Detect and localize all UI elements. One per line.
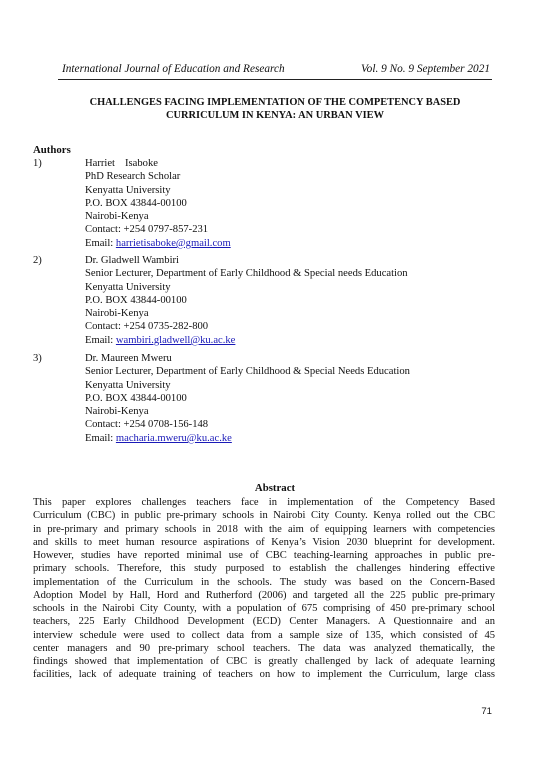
email-link[interactable]: harrietisaboke@gmail.com xyxy=(115,237,231,249)
abstract-line: implementation of the Curriculum in the schools. The study was based on the Concern-Based xyxy=(33,576,495,588)
abstract-line: and skills to meet human resource aspirations of Kenya’s Vision 2030 blueprint for development. xyxy=(33,536,495,548)
authors-heading: Authors xyxy=(33,144,71,156)
abstract-line: center managers and 90 pre-primary school teachers. The data was analyzed thematically, the xyxy=(33,642,495,654)
title-line-2: CURRICULUM IN KENYA: AN URBAN VIEW xyxy=(166,110,384,121)
author-line: Kenyatta University xyxy=(85,184,171,196)
author-line: Nairobi-Kenya xyxy=(85,406,149,418)
abstract-line: However, studies have reported minimal use of CBC teaching-learning approaches in public pre- xyxy=(33,550,495,561)
paper-title xyxy=(40,96,510,122)
author-name: Dr. Maureen Mweru xyxy=(85,353,172,364)
author-number: 2) xyxy=(33,255,42,266)
abstract-line: facilities, lack of adequate training of teachers on how to implement the Curriculum, large class xyxy=(33,669,495,681)
email-link[interactable]: macharia.mweru@ku.ac.ke xyxy=(115,432,232,444)
abstract-body xyxy=(33,496,495,682)
author-email-line: Email: harrietisaboke@gmail.com xyxy=(85,237,231,249)
author-line: PhD Research Scholar xyxy=(85,171,181,183)
author-line: Contact: +254 0797-857-231 xyxy=(85,224,209,236)
author-line: P.O. BOX 43844-00100 xyxy=(85,392,187,404)
email-link[interactable]: wambiri.gladwell@ku.ac.ke xyxy=(115,334,236,346)
abstract-line: in pre-primary and primary schools in 2018 with the aim of equipping learners with competencies xyxy=(33,523,495,535)
abstract-line: Adoption Model by Hall, Hord and Rutherford (2006) and targeted all the 225 public pre-primary xyxy=(33,589,495,601)
author-line: Contact: +254 0735-282-800 xyxy=(85,321,209,333)
author-line: Kenyatta University xyxy=(85,379,171,391)
abstract-line: This paper explores challenges teachers face in implementation of the Competency Based xyxy=(33,497,495,508)
author-line: P.O. BOX 43844-00100 xyxy=(85,197,187,209)
author-line: Nairobi-Kenya xyxy=(85,211,149,223)
abstract-line: interview schedule were used to collect data from a sample size of 135, which consisted of 45 xyxy=(33,629,495,641)
author-email-line: Email: wambiri.gladwell@ku.ac.ke xyxy=(85,334,236,346)
page-number: 71 xyxy=(481,706,492,717)
author-email-line: Email: macharia.mweru@ku.ac.ke xyxy=(85,432,232,444)
header-rule xyxy=(58,79,492,80)
author-line: Senior Lecturer, Department of Early Childhood & Special Needs Education xyxy=(85,366,410,378)
abstract-line: primary schools. Therefore, this study purposed to establish the challenges hindering effective xyxy=(33,563,495,575)
abstract-line: schools in the Nairobi City County, with a population of 675 comprising of 450 pre-primary school xyxy=(33,603,495,614)
abstract-line: Curriculum (CBC) in public pre-primary schools in Nairobi City County. Kenya rolled out the CBC xyxy=(33,510,495,522)
abstract-heading: Abstract xyxy=(254,482,296,494)
author-name: Dr. Gladwell Wambiri xyxy=(85,255,179,266)
issue-info: Vol. 9 No. 9 September 2021 xyxy=(361,63,490,75)
author-line: Senior Lecturer, Department of Early Childhood & Special needs Education xyxy=(85,268,408,280)
abstract-line: findings showed that implementation of CBC is greatly challenged by lack of adequate learning xyxy=(33,656,495,667)
journal-name: International Journal of Education and Research xyxy=(62,63,285,75)
running-header xyxy=(62,63,490,75)
author-line: Nairobi-Kenya xyxy=(85,308,149,320)
title-line-1: CHALLENGES FACING IMPLEMENTATION OF THE COMPETENCY BASED xyxy=(89,97,461,108)
author-line: P.O. BOX 43844-00100 xyxy=(85,294,187,306)
author-line: Contact: +254 0708-156-148 xyxy=(85,419,209,431)
author-line: Kenyatta University xyxy=(85,281,171,293)
author-number: 3) xyxy=(33,353,42,364)
author-name: Harriet Isaboke xyxy=(85,158,158,169)
abstract-line: teachers, 225 Early Childhood Development (ECD) Center Managers. A Questionnaire and an xyxy=(33,616,495,628)
author-number: 1) xyxy=(33,158,42,169)
